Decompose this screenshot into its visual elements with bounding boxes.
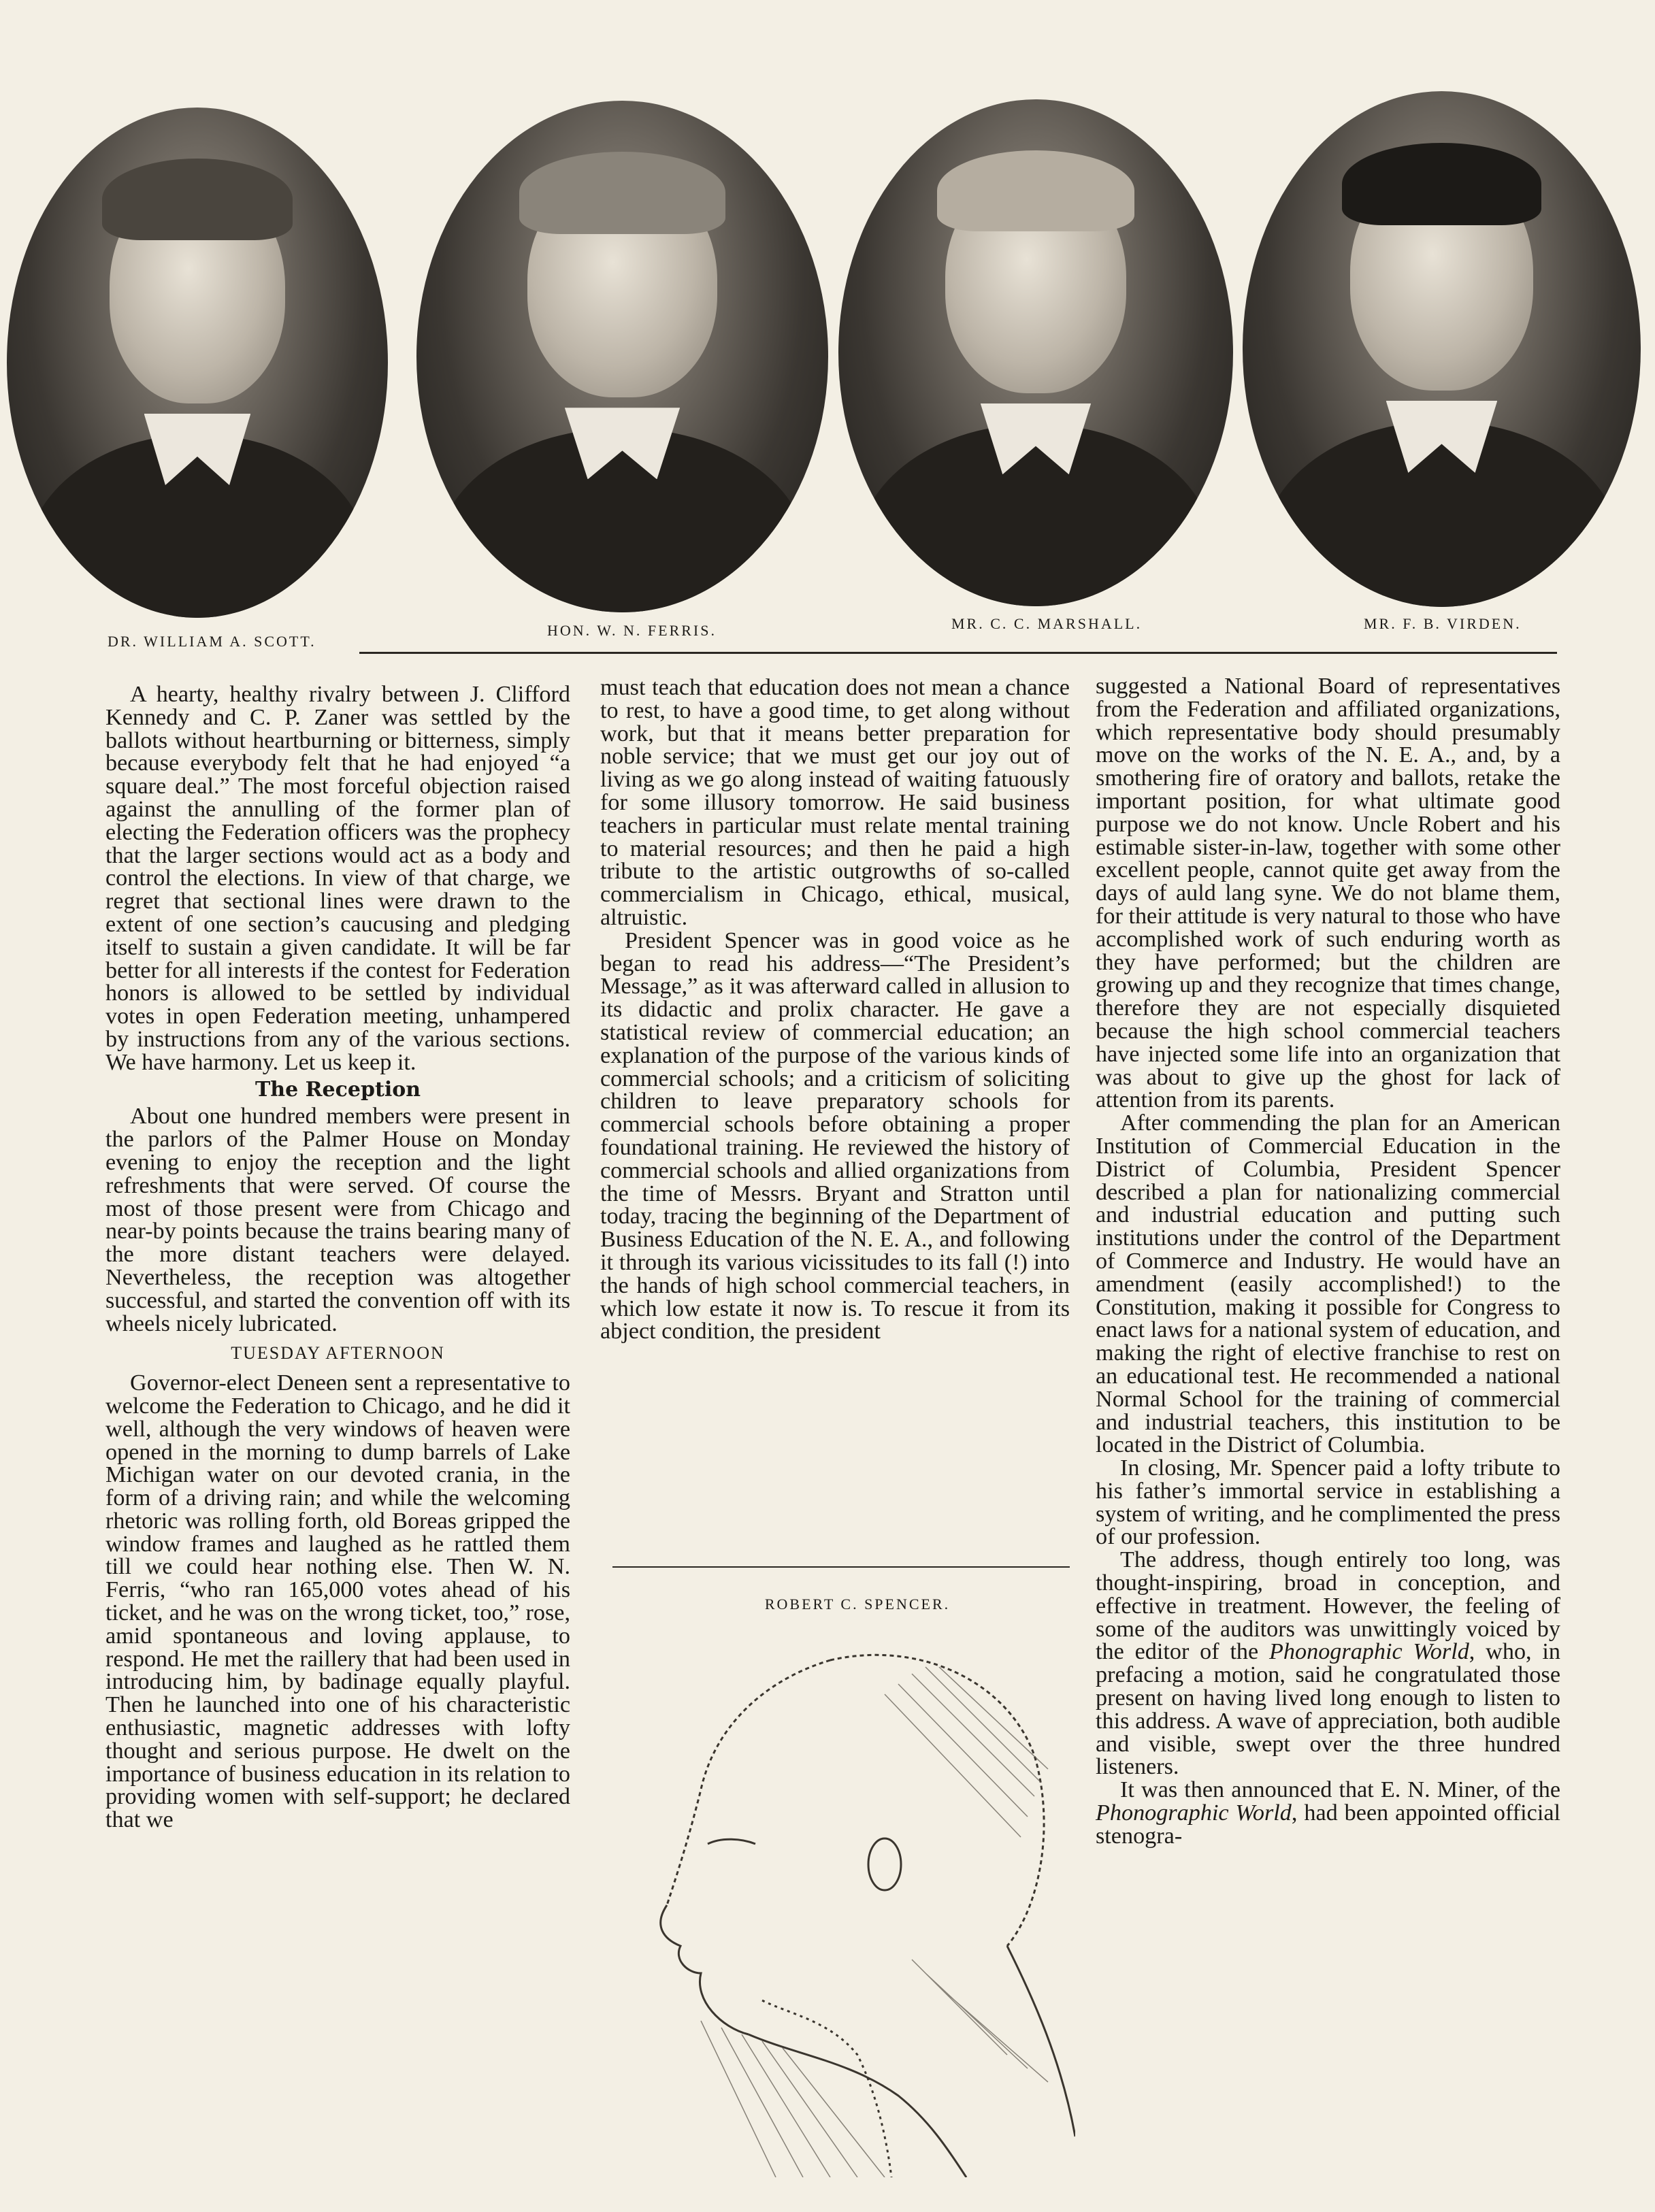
col3-paragraph-5: It was then announced that E. N. Miner, of the Phonographic World, had been appointed official stenogra- (1096, 1777, 1560, 1849)
column-1 (105, 683, 570, 1832)
caption-scott: DR. WILLIAM A. SCOTT. (108, 633, 316, 650)
portrait-virden (1243, 91, 1641, 607)
phonographic-world-title-2: Phonographic World (1096, 1800, 1292, 1826)
portrait-marshall (838, 99, 1233, 606)
column-2-rule (612, 1566, 1070, 1568)
col3-paragraph-3: In closing, Mr. Spencer paid a lofty tribute to his father’s immortal service in establishing a system of writing, and he complimented the press of our profession. (1096, 1455, 1560, 1550)
column-2 (600, 676, 1070, 1343)
col3-paragraph-1: suggested a National Board of representatives from the Federation and affiliated organizations, which representative body should presumably move on the works of the N. E. A., and, by a smothering fire of oratory and ballots, retake the important position, for what ultimate good purpose we do not know. Uncle Robert and his estimable sister-in-law, together with some other excellent people, cannot quite get away from the days of auld lang syne. We do not blame them, for their attitude is very natural to those who have accomplished work of such enduring worth as they have performed; but the children are growing up and they recognize that times change, therefore they are not especially disquieted because the high school commercial teachers have injected some life into an organization that was about to give up the ghost for lack of attention from its parents. (1096, 674, 1560, 1113)
col1-paragraph-1: A hearty, healthy rivalry between J. Clifford Kennedy and C. P. Zaner was settled by the ballots without heartburning or bitterness, simply because everybody felt that he had enjoyed “a square deal.” The most forceful objection raised against the annulling of the former plan of electing the Federation officers was the prophecy that the larger sections would act as a body and control the elections. In view of that charge, we regret that sectional lines were drawn to the extent of one section’s caucusing and pledging itself to sustain a given candidate. It will be far better for all interests if the contest for Federation honors is allowed to be settled by individual votes in open Federation meeting, unhampered by instructions from any of the various sections. We have harmony. Let us keep it. (105, 682, 570, 1075)
col2-paragraph-1: must teach that education does not mean a chance to rest, to have a good time, to get along without work, but that it means better preparation for noble service; that we must get our joy out of living as we go along instead of waiting fatuously for some illusory tomorrow. He said business teachers in particular must relate mental training to material resources; and then he paid a high tribute to the artistic outgrowths of so-called commercialism in Chicago, ethical, musical, altruistic. (600, 675, 1070, 930)
col1-paragraph-2: About one hundred members were present in the parlors of the Palmer House on Monday evening to enjoy the reception and the light refreshments that were served. Of course the most of those present were from Chicago and near-by points because the trains bearing many of the more distant teachers were delayed. Nevertheless, the reception was altogether successful, and started the convention off with its wheels nicely lubricated. (105, 1104, 570, 1336)
col2-paragraph-2: President Spencer was in good voice as he began to read his address—“The President’s Message,” as it was afterward called in allusion to its didactic and prolix character. He gave a statistical review of commercial education; an explanation of the purpose of the various kinds of commercial schools; and a criticism of soliciting children to leave preparatory schools for commercial schools before obtaining a proper foundational training. He reviewed the history of commercial schools and allied organizations from the time of Messrs. Bryant and Stratton until today, tracing the beginning of the Department of Business Education of the N. E. A., and following it through its various vicissitudes to its fall (!) into the hands of high school commercial teachers, in which low estate it now is. To rescue it from its abject condition, the president (600, 927, 1070, 1344)
spencer-sketch (626, 1619, 1075, 2177)
caption-ferris: HON. W. N. FERRIS. (547, 622, 717, 639)
heading-reception: The Reception (255, 1077, 421, 1102)
heading-tuesday-afternoon: TUESDAY AFTERNOON (231, 1343, 445, 1364)
column-3 (1096, 675, 1560, 1848)
portrait-ferris (416, 101, 828, 612)
header-rule (359, 652, 1557, 654)
caption-marshall: MR. C. C. MARSHALL. (951, 615, 1143, 632)
portrait-scott (7, 108, 388, 618)
phonographic-world-title: Phonographic World (1269, 1639, 1469, 1665)
caption-virden: MR. F. B. VIRDEN. (1364, 615, 1522, 632)
caption-spencer: ROBERT C. SPENCER. (764, 1596, 951, 1613)
col3-paragraph-4: The address, though entirely too long, was thought-inspiring, broad in conception, and effective in treatment. However, the feeling of some of the auditors was unwittingly voiced by the editor of the Phonographic World, who, in prefacing a motion, said he congratulated those present on having lived long enough to listen to this address. A wave of appreciation, both audible and visible, swept over the three hundred listeners. (1096, 1547, 1560, 1780)
col3-paragraph-2: After commending the plan for an American Institution of Commercial Education in the District of Columbia, President Spencer described a plan for nationalizing commercial and industrial education and putting such institutions under the control of the Department of Commerce and Industry. He would have an amendment (easily accomplished!) to the Constitution, making it possible for Congress to enact laws for a national system of education, and making the right of elective franchise to rest on an educational test. He recommended a national Normal School for the training of commercial and industrial teachers, this institution to be located in the District of Columbia. (1096, 1110, 1560, 1458)
col1-paragraph-3: Governor-elect Deneen sent a representative to welcome the Federation to Chicago, and he did it well, although the very windows of heaven were opened in the morning to dump barrels of Lake Michigan water on our devoted crania, in the form of a driving rain; and while the welcoming rhetoric was rolling forth, old Boreas gripped the window frames and laughed as he rattled them till we could hear nothing else. Then W. N. Ferris, “who ran 165,000 votes ahead of his ticket, and he was on the wrong ticket, too,” rose, amid spontaneous and loving applause, to respond. He met the raillery that had been used in introducing him, by badinage equally playful. Then he launched into one of his characteristic enthusiastic, magnetic addresses with lofty thought and serious purpose. He dwelt on the importance of business education in its relation to providing women with self-support; he declared that we (105, 1370, 570, 1833)
